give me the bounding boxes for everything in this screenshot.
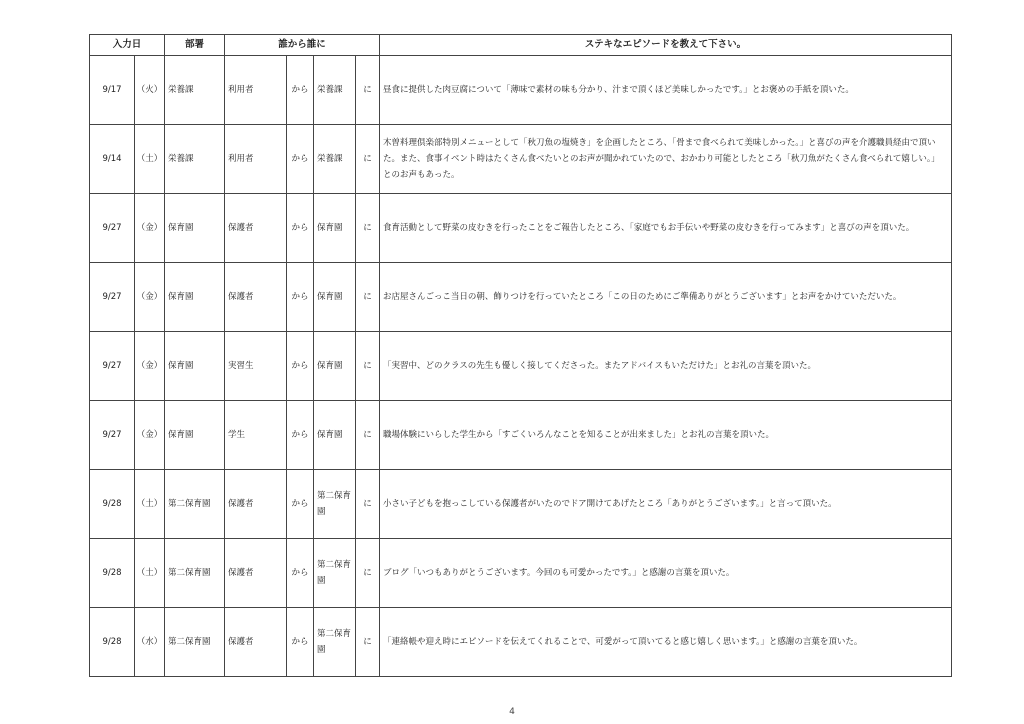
entry-from-particle: から bbox=[287, 332, 314, 401]
entry-date: 9/27 bbox=[90, 401, 135, 470]
entry-to-particle: に bbox=[356, 263, 380, 332]
table-row bbox=[90, 608, 952, 677]
entry-episode: 木曽料理倶楽部特別メニューとして「秋刀魚の塩焼き」を企画したところ、「骨まで食べられて美味しかった。」と喜びの声を介護職員経由で頂いた。また、食事イベント時はたくさん食べたいとのお声が聞かれていたので、おかわり可能としたところ「秋刀魚がたくさん食べられて嬉しい。」とのお声もあった。 bbox=[380, 125, 952, 194]
entry-from: 利用者 bbox=[225, 125, 287, 194]
entry-from: 学生 bbox=[225, 401, 287, 470]
entry-episode: お店屋さんごっこ当日の朝、飾りつけを行っていたところ「この日のためにご準備ありがとうございます」とお声をかけていただいた。 bbox=[380, 263, 952, 332]
table-header-row bbox=[90, 35, 952, 56]
entry-to: 保育園 bbox=[314, 263, 356, 332]
entry-dept: 栄養課 bbox=[165, 56, 225, 125]
entry-to: 第二保育園 bbox=[314, 539, 356, 608]
table-row bbox=[90, 125, 952, 194]
entry-to-particle: に bbox=[356, 401, 380, 470]
entry-weekday: （金） bbox=[135, 332, 165, 401]
entry-date: 9/28 bbox=[90, 539, 135, 608]
entry-weekday: （土） bbox=[135, 539, 165, 608]
header-dept: 部署 bbox=[165, 35, 225, 56]
entry-from: 保護者 bbox=[225, 539, 287, 608]
entry-weekday: （金） bbox=[135, 401, 165, 470]
table-row bbox=[90, 194, 952, 263]
entry-weekday: （土） bbox=[135, 125, 165, 194]
table-row bbox=[90, 401, 952, 470]
table-row bbox=[90, 539, 952, 608]
episode-table bbox=[89, 34, 952, 677]
entry-from-particle: から bbox=[287, 56, 314, 125]
entry-from: 保護者 bbox=[225, 263, 287, 332]
entry-date: 9/28 bbox=[90, 608, 135, 677]
entry-dept: 保育園 bbox=[165, 332, 225, 401]
entry-to-particle: に bbox=[356, 608, 380, 677]
header-who: 誰から誰に bbox=[225, 35, 380, 56]
entry-date: 9/27 bbox=[90, 332, 135, 401]
entry-date: 9/14 bbox=[90, 125, 135, 194]
table-row bbox=[90, 332, 952, 401]
entry-dept: 栄養課 bbox=[165, 125, 225, 194]
entry-episode: 食育活動として野菜の皮むきを行ったことをご報告したところ、「家庭でもお手伝いや野菜の皮むきを行ってみます」と喜びの声を頂いた。 bbox=[380, 194, 952, 263]
entry-dept: 保育園 bbox=[165, 194, 225, 263]
entry-from: 保護者 bbox=[225, 470, 287, 539]
entry-from: 保護者 bbox=[225, 194, 287, 263]
entry-episode: 職場体験にいらした学生から「すごくいろんなことを知ることが出来ました」とお礼の言葉を頂いた。 bbox=[380, 401, 952, 470]
entry-weekday: （金） bbox=[135, 263, 165, 332]
entry-from-particle: から bbox=[287, 539, 314, 608]
entry-date: 9/28 bbox=[90, 470, 135, 539]
entry-to-particle: に bbox=[356, 470, 380, 539]
page-number: 4 bbox=[509, 707, 515, 717]
table-row bbox=[90, 263, 952, 332]
entry-weekday: （水） bbox=[135, 608, 165, 677]
entry-to: 保育園 bbox=[314, 401, 356, 470]
entry-weekday: （土） bbox=[135, 470, 165, 539]
entry-dept: 第二保育園 bbox=[165, 470, 225, 539]
entry-to-particle: に bbox=[356, 56, 380, 125]
header-episode: ステキなエピソードを教えて下さい。 bbox=[380, 35, 952, 56]
entry-date: 9/17 bbox=[90, 56, 135, 125]
entry-date: 9/27 bbox=[90, 194, 135, 263]
table-row bbox=[90, 56, 952, 125]
entry-to: 第二保育園 bbox=[314, 470, 356, 539]
entry-from-particle: から bbox=[287, 470, 314, 539]
entry-from-particle: から bbox=[287, 608, 314, 677]
entry-date: 9/27 bbox=[90, 263, 135, 332]
entry-from-particle: から bbox=[287, 194, 314, 263]
entry-to: 栄養課 bbox=[314, 56, 356, 125]
entry-from-particle: から bbox=[287, 263, 314, 332]
entry-dept: 保育園 bbox=[165, 263, 225, 332]
entry-from: 保護者 bbox=[225, 608, 287, 677]
entry-to-particle: に bbox=[356, 332, 380, 401]
entry-weekday: （火） bbox=[135, 56, 165, 125]
entry-episode: ブログ「いつもありがとうございます。今回のも可愛かったです。」と感謝の言葉を頂いた。 bbox=[380, 539, 952, 608]
entry-from-particle: から bbox=[287, 401, 314, 470]
entry-dept: 第二保育園 bbox=[165, 539, 225, 608]
header-date: 入力日 bbox=[90, 35, 165, 56]
entry-to-particle: に bbox=[356, 539, 380, 608]
entry-episode: 昼食に提供した肉豆腐について「薄味で素材の味も分かり、汁まで頂くほど美味しかったです。」とお褒めの手紙を頂いた。 bbox=[380, 56, 952, 125]
entry-to-particle: に bbox=[356, 194, 380, 263]
entry-to: 保育園 bbox=[314, 332, 356, 401]
entry-weekday: （金） bbox=[135, 194, 165, 263]
table-body bbox=[90, 56, 952, 677]
entry-from: 利用者 bbox=[225, 56, 287, 125]
entry-to: 栄養課 bbox=[314, 125, 356, 194]
entry-dept: 第二保育園 bbox=[165, 608, 225, 677]
entry-episode: 「連絡帳や迎え時にエピソードを伝えてくれることで、可愛がって頂いてると感じ嬉しく思います。」と感謝の言葉を頂いた。 bbox=[380, 608, 952, 677]
entry-dept: 保育園 bbox=[165, 401, 225, 470]
entry-episode: 「実習中、どのクラスの先生も優しく接してくださった。またアドバイスもいただけた」とお礼の言葉を頂いた。 bbox=[380, 332, 952, 401]
entry-to: 第二保育園 bbox=[314, 608, 356, 677]
entry-from-particle: から bbox=[287, 125, 314, 194]
entry-episode: 小さい子どもを抱っこしている保護者がいたのでドア開けてあげたところ「ありがとうございます。」と言って頂いた。 bbox=[380, 470, 952, 539]
entry-from: 実習生 bbox=[225, 332, 287, 401]
entry-to: 保育園 bbox=[314, 194, 356, 263]
entry-to-particle: に bbox=[356, 125, 380, 194]
table-row bbox=[90, 470, 952, 539]
